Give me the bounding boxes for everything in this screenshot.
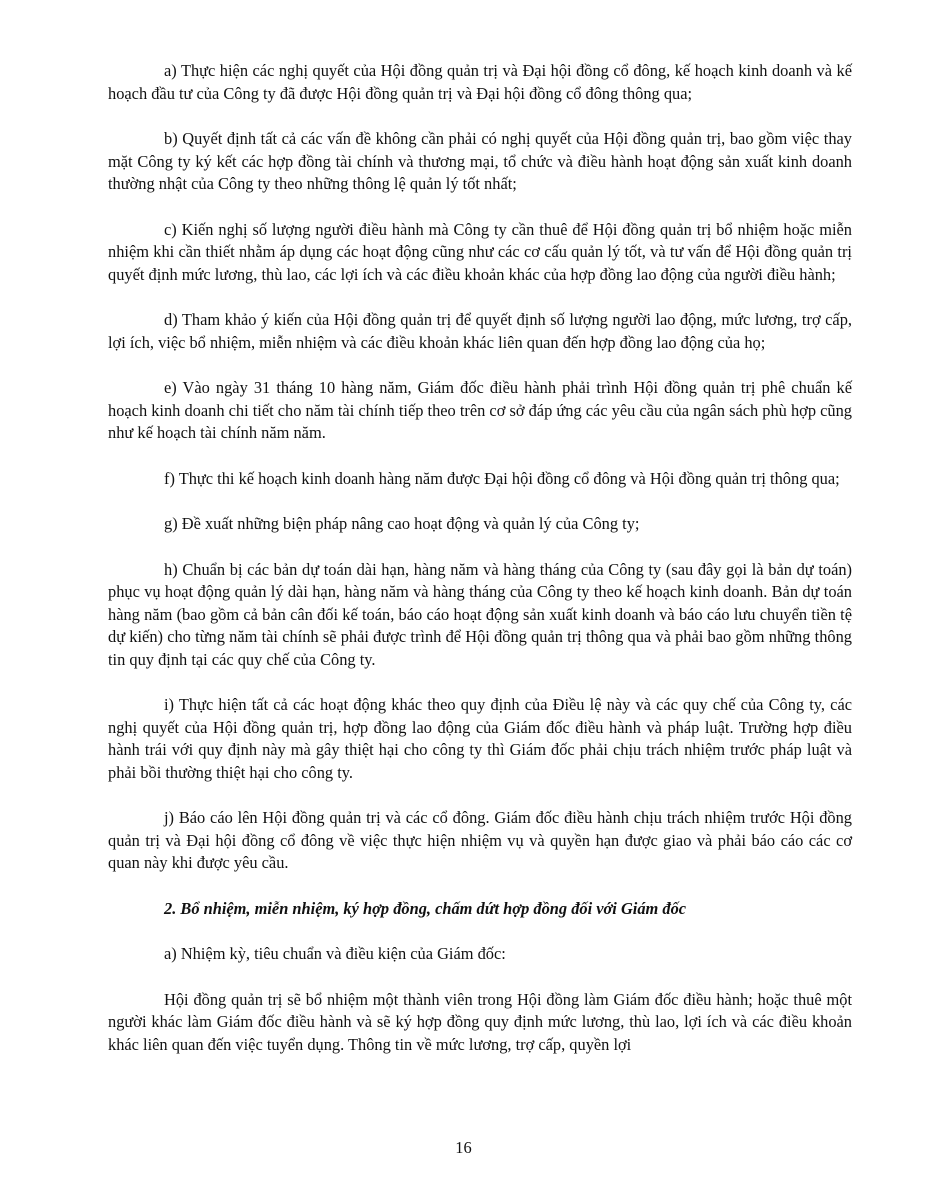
paragraph-i: i) Thực hiện tất cả các hoạt động khác theo quy định của Điều lệ này và các quy chế của Công ty, các nghị quyết của Hội đồng quản trị, hợp đồng lao động của Giám đốc điều hành và pháp luật. Trường hợp điều hành trái với quy định này mà gây thiệt hại cho công ty thì Giám đốc phải chịu trách nhiệm trước pháp luật và phải bồi thường thiệt hại cho công ty. <box>108 695 852 782</box>
paragraph-g: g) Đề xuất những biện pháp nâng cao hoạt động và quản lý của Công ty; <box>164 514 640 533</box>
body-paragraph: Hội đồng quản trị sẽ bổ nhiệm một thành viên trong Hội đồng làm Giám đốc điều hành; hoặc thuê một người khác làm Giám đốc điều hành và sẽ ký hợp đồng quy định mức lương, thù lao, lợi ích và các điều khoản khác liên quan đến việc tuyển dụng. Thông tin về mức lương, trợ cấp, quyền lợi <box>108 989 852 1054</box>
page-number: 16 <box>455 1138 472 1157</box>
paragraph-f: f) Thực thi kế hoạch kinh doanh hàng năm được Đại hội đồng cổ đông và Hội đồng quản trị thông qua; <box>164 468 840 488</box>
subsection-a: a) Nhiệm kỳ, tiêu chuẩn và điều kiện của Giám đốc: <box>164 944 506 963</box>
document-page <box>108 60 852 1079</box>
paragraph-b: b) Quyết định tất cả các vấn đề không cần phải có nghị quyết của Hội đồng quản trị, bao gồm việc thay mặt Công ty ký kết các hợp đồng tài chính và thương mại, tổ chức và điều hành hoạt động sản xuất kinh doanh thường nhật của Công ty theo những thông lệ quản lý tốt nhất; <box>108 129 852 193</box>
paragraph-h: h) Chuẩn bị các bản dự toán dài hạn, hàng năm và hàng tháng của Công ty (sau đây gọi là bản dự toán) phục vụ hoạt động quản lý dài hạn, hàng năm và hàng tháng của Công ty theo kế hoạch kinh doanh. Bản dự toán hàng năm (bao gồm cả bản cân đối kế toán, báo cáo hoạt động sản xuất kinh doanh và báo cáo lưu chuyển tiền tệ dự kiến) cho từng năm tài chính sẽ phải được trình để Hội đồng quản trị thông qua và phải bao gồm những thông tin quy định tại các quy chế của Công ty. <box>108 559 852 669</box>
paragraph-c: c) Kiến nghị số lượng người điều hành mà Công ty cần thuê để Hội đồng quản trị bổ nhiệm hoặc miễn nhiệm khi cần thiết nhằm áp dụng các hoạt động cũng như các cơ cấu quản lý tốt, và tư vấn để Hội đồng quản trị quyết định mức lương, thù lao, các lợi ích và các điều khoản khác của hợp đồng lao động của người điều hành; <box>108 219 852 284</box>
paragraph-d: d) Tham khảo ý kiến của Hội đồng quản trị để quyết định số lượng người lao động, mức lương, trợ cấp, lợi ích, việc bổ nhiệm, miễn nhiệm và các điều khoản khác liên quan đến hợp đồng lao động của họ; <box>108 310 852 352</box>
paragraph-e: e) Vào ngày 31 tháng 10 hàng năm, Giám đốc điều hành phải trình Hội đồng quản trị phê chuẩn kế hoạch kinh doanh chi tiết cho năm tài chính tiếp theo trên cơ sở đáp ứng các yêu cầu của ngân sách phù hợp cũng như kế hoạch tài chính năm năm. <box>108 378 852 442</box>
paragraph-a: a) Thực hiện các nghị quyết của Hội đồng quản trị và Đại hội đồng cổ đông, kế hoạch kinh doanh và kế hoạch đầu tư của Công ty đã được Hội đồng quản trị và Đại hội đồng cổ đông thông qua; <box>108 61 852 103</box>
paragraph-j: j) Báo cáo lên Hội đồng quản trị và các cổ đông. Giám đốc điều hành chịu trách nhiệm trước Hội đồng quản trị và Đại hội đồng cổ đông về việc thực hiện nhiệm vụ và quyền hạn được giao và phải báo cáo các cơ quan này khi được yêu cầu. <box>108 808 852 872</box>
section-heading: 2. Bổ nhiệm, miễn nhiệm, ký hợp đồng, chấm dứt hợp đồng đối với Giám đốc <box>164 898 687 918</box>
